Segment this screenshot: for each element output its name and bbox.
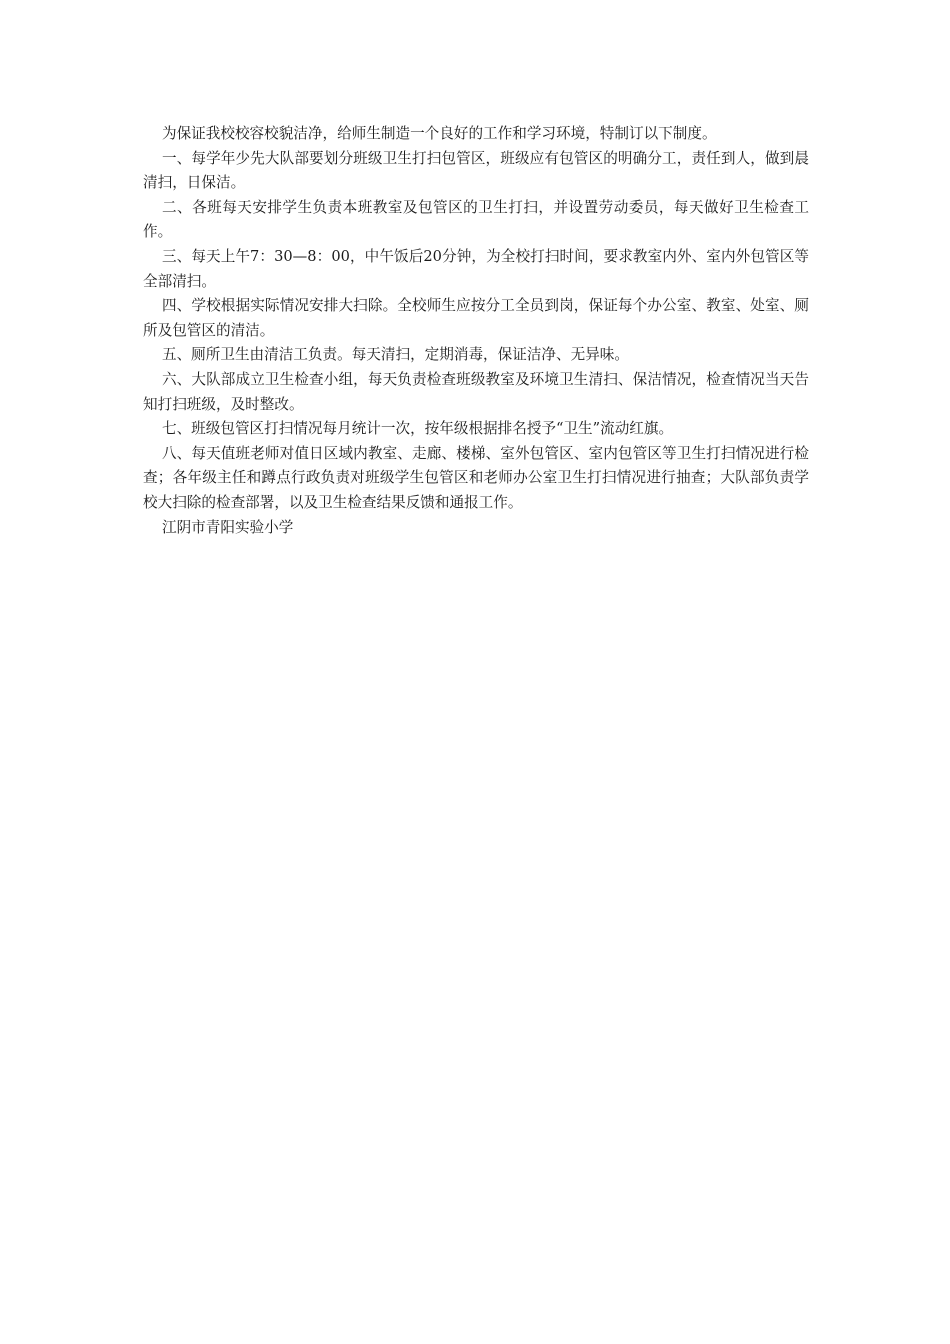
- rule-item-8: 八、每天值班老师对值日区域内教室、走廊、楼梯、室外包管区、室内包管区等卫生打扫情况进行检查；各年级主任和蹲点行政负责对班级学生包管区和老师办公室卫生打扫情况进行抽查；大队部负责学校大扫除的检查部署，以及卫生检查结果反馈和通报工作。: [143, 444, 809, 511]
- rule-item-1: 一、每学年少先大队部要划分班级卫生打扫包管区，班级应有包管区的明确分工，责任到人，做到晨清扫，日保洁。: [143, 149, 809, 192]
- rule-item-7: 七、班级包管区打扫情况每月统计一次，按年级根据排名授予“卫生”流动红旗。: [161, 420, 674, 438]
- rule-item-2: 二、各班每天安排学生负责本班教室及包管区的卫生打扫，并设置劳动委员，每天做好卫生检查工作。: [143, 198, 809, 241]
- intro-paragraph: 为保证我校校容校貌洁净，给师生制造一个良好的工作和学习环境，特制订以下制度。: [161, 125, 717, 142]
- rule-item-6: 六、大队部成立卫生检查小组，每天负责检查班级教室及环境卫生清扫、保洁情况，检查情况当天告知打扫班级，及时整改。: [143, 370, 809, 413]
- school-signature: 江阴市青阳实验小学: [161, 518, 294, 536]
- rule-item-5: 五、厕所卫生由清洁工负责。每天清扫，定期消毒，保证洁净、无异味。: [161, 346, 629, 364]
- rule-item-4: 四、学校根据实际情况安排大扫除。全校师生应按分工全员到岗，保证每个办公室、教室、处室、厕所及包管区的清洁。: [143, 297, 809, 339]
- rule-item-3: 三、每天上午7：30—8：00，中午饭后20分钟，为全校打扫时间，要求教室内外、室内外包管区等全部清扫。: [143, 247, 809, 290]
- document-body: [143, 122, 809, 540]
